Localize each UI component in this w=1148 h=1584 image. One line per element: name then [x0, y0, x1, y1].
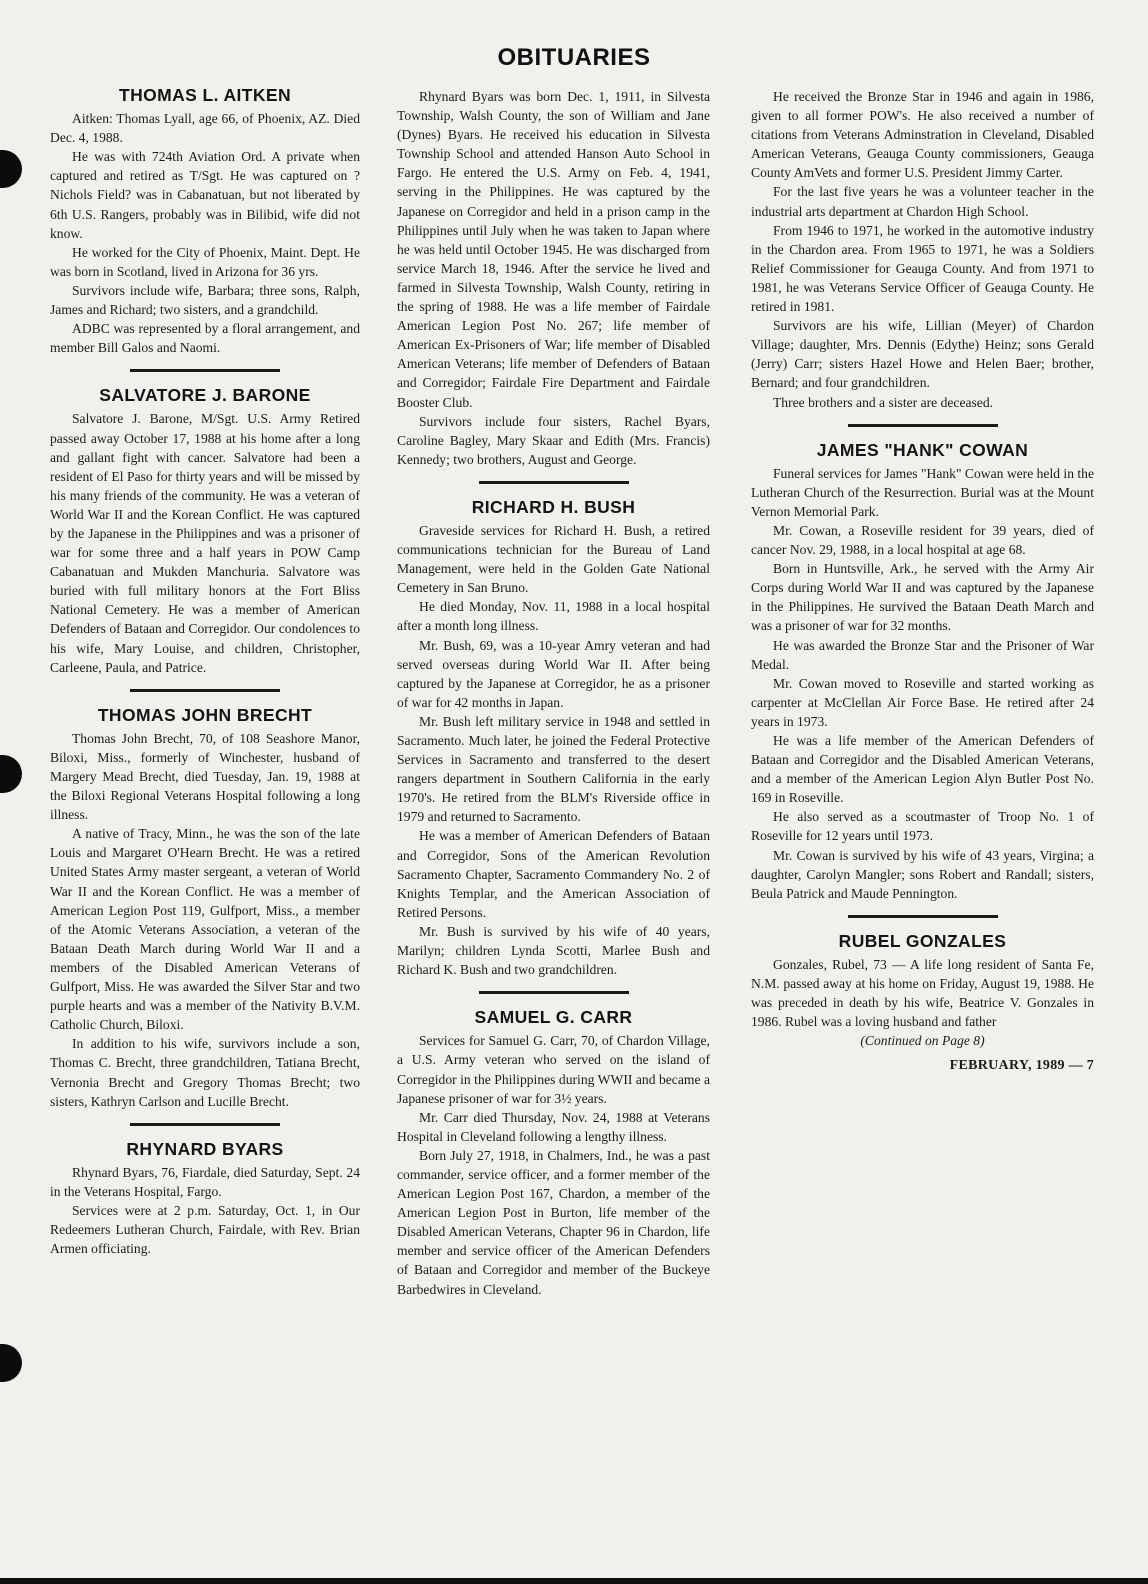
section-divider	[130, 369, 280, 372]
obituary-paragraph: He died Monday, Nov. 11, 1988 in a local hospital after a month long illness.	[397, 599, 710, 634]
obituary-heading: JAMES "HANK" COWAN	[816, 439, 1029, 460]
obituary-paragraph: Three brothers and a sister are deceased.	[773, 394, 994, 410]
obituary-paragraph: Born July 27, 1918, in Chalmers, Ind., he was a past commander, service officer, and a former member of the American Legion Post 167, Chardon, a member of the American Legion Post in Burton, life member of the Disabled American Veterans, Chapter 96 in Chardon, life member and service officer of the American Defenders of Bataan and Corregidor and member of the Buckeye Barbedwires in Cleveland.	[397, 1147, 710, 1297]
obituary-paragraph: Mr. Bush is survived by his wife of 40 years, Marilyn; children Lynda Scotti, Marlee Bush and Richard K. Bush and two grandchildren.	[397, 923, 710, 978]
obituary-heading: RHYNARD BYARS	[126, 1138, 284, 1159]
obituary-paragraph: Mr. Carr died Thursday, Nov. 24, 1988 at Veterans Hospital in Cleveland following a lengthy illness.	[397, 1109, 710, 1144]
page-title: OBITUARIES	[497, 44, 651, 71]
obituary-paragraph: He was a member of American Defenders of Bataan and Corregidor, Sons of the American Revolution Sacramento Chapter, Sacramento Commandery No. 2 of Knights Templar, and the American Association of Retired Persons.	[397, 828, 710, 920]
section-divider	[848, 915, 998, 918]
section-divider	[848, 424, 998, 427]
obituary-paragraph: In addition to his wife, survivors include a son, Thomas C. Brecht, three grandchildren, Tatiana Brecht, Vernonia Brecht and Gregory Thomas Brecht; two sisters, Kathryn Carlson and Lucille Brecht.	[50, 1036, 360, 1109]
section-divider	[130, 689, 280, 692]
obituary-paragraph: He was awarded the Bronze Star and the Prisoner of War Medal.	[751, 637, 1094, 672]
column-2	[397, 87, 710, 1299]
obituary-paragraph: He received the Bronze Star in 1946 and again in 1986, given to all former POW's. He also received a number of citations from Veterans Adminstration in Cleveland, Disabled American Veterans, Geauga County commissioners, Geauga County AmVets and former U.S. President Jimmy Carter.	[751, 89, 1094, 181]
obituary-paragraph: ADBC was represented by a floral arrangement, and member Bill Galos and Naomi.	[50, 321, 360, 356]
binder-hole	[0, 755, 22, 793]
obituary-paragraph: For the last five years he was a volunteer teacher in the industrial arts department at Chardon High School.	[751, 184, 1094, 219]
column-3	[751, 87, 1094, 1076]
obituary-paragraph: He was a life member of the American Defenders of Bataan and Corregidor and the Disabled American Veterans, and a member of the American Legion Alyn Butler Post No. 169 in Roseville.	[751, 733, 1094, 806]
obituary-paragraph: Survivors are his wife, Lillian (Meyer) of Chardon Village; daughter, Mrs. Dennis (Edythe) Heinz; sons Gerald (Jerry) Carr; sisters Hazel Howe and Helen Baer; brother, Bernard; and four grandchildren.	[751, 318, 1094, 391]
continued-note: (Continued on Page 8)	[860, 1033, 985, 1049]
obituary-paragraph: He also served as a scoutmaster of Troop No. 1 of Roseville for 12 years until 1973.	[751, 809, 1094, 844]
obituary-paragraph: From 1946 to 1971, he worked in the automotive industry in the Chardon area. From 1965 to 1971, he was a Soldiers Relief Commissioner for Geauga County. And from 1971 to 1981, he was Veterans Service Officer of Geauga County. He retired in 1981.	[751, 222, 1094, 315]
obituary-paragraph: Survivors include wife, Barbara; three sons, Ralph, James and Richard; two sisters, and a grandchild.	[50, 282, 360, 318]
obituary-paragraph: Thomas John Brecht, 70, of 108 Seashore Manor, Biloxi, Miss., formerly of Winchester, husband of Margery Mead Brecht, died Tuesday, Jan. 19, 1988 at the Biloxi Regional Veterans Hospital following a long illness.	[50, 730, 360, 823]
obituary-paragraph: Mr. Bush, 69, was a 10-year Amry veteran and had served overseas during World War II. After being captured by the Japanese at Corregidor, he as a prisoner of war for 42 months in Japan.	[397, 637, 710, 710]
obituary-heading: THOMAS JOHN BRECHT	[97, 704, 313, 725]
obituary-paragraph: He was with 724th Aviation Ord. A private when captured and retired as T/Sgt. He was captured on ?Nichols Field? was in Cabanatuan, but not liberated by 6th U.S. Rangers, probably was in Bilibid, wife did not know.	[50, 149, 360, 241]
obituary-paragraph: Gonzales, Rubel, 73 — A life long resident of Santa Fe, N.M. passed away at his home on Friday, August 19, 1988. He was preceded in death by his wife, Beatrice V. Gonzales in 1986. Rubel was a loving husband and father	[751, 956, 1094, 1030]
page-footer: FEBRUARY, 1989 — 7	[949, 1058, 1094, 1074]
obituary-carr	[397, 1008, 710, 1298]
binder-hole	[0, 1344, 22, 1382]
section-divider	[130, 1123, 280, 1126]
obituary-heading: SAMUEL G. CARR	[474, 1007, 633, 1028]
obituary-byars	[50, 1140, 360, 1259]
obituary-paragraph: Aitken: Thomas Lyall, age 66, of Phoenix, AZ. Died Dec. 4, 1988.	[50, 111, 360, 146]
obituary-heading: SALVATORE J. BARONE	[99, 385, 311, 406]
obituary-paragraph: Mr. Cowan moved to Roseville and started working as carpenter at McClellan Air Force Base. He retired after 24 years in 1973.	[751, 675, 1094, 729]
obituary-brecht	[50, 706, 360, 1111]
obituary-paragraph: Salvatore J. Barone, M/Sgt. U.S. Army Retired passed away October 17, 1988 at his home after a long and gallant fight with cancer. Salvatore had been a resident of El Paso for thirty years and will be missed by his many friends of the community. He was a veteran of World War II and the Korean Conflict. He was captured by the Japanese in the Philippines and was a prisoner of war for some three and a half years in POW Camp Cabanatuan and Mukden Manchuria. Salvatore was buried with full military honors at the Fort Bliss National Cemetery. He was a member of American Defenders of Bataan and Corregidor. Our condolences to his wife, Mary Louise, and children, Christopher, Carleene, Paula, and Patrice.	[50, 411, 360, 675]
bottom-rule	[0, 1578, 1148, 1584]
column-1	[50, 86, 360, 1258]
obituary-paragraph: Graveside services for Richard H. Bush, a retired communications technician for the Bureau of Land Management, were held in the Golden Gate National Cemetery in San Bruno.	[397, 522, 710, 596]
obituary-paragraph: Services were at 2 p.m. Saturday, Oct. 1, in Our Redeemers Lutheran Church, Fairdale, with Rev. Brian Armen officiating.	[50, 1202, 360, 1257]
obituary-heading: RUBEL GONZALES	[838, 930, 1007, 951]
obituary-paragraph: A native of Tracy, Minn., he was the son of the late Louis and Margaret O'Hearn Brecht. He was a retired United States Army master sergeant, a veteran of World War II and the Korean Conflict. He was a member of American Legion Post 119, Gulfport, Miss., a member of the Atomic Veterans Association, a veteran of the Bataan Death March during World War II and a members of the Disabled American Veterans of Gulfport, Miss. He was awarded the Silver Star and two purple hearts and was a member of the Nativity B.V.M. Catholic Church, Biloxi.	[50, 826, 360, 1033]
obituary-carr-continued	[751, 87, 1094, 412]
obituary-byars-continued	[397, 87, 710, 469]
obituary-paragraph: Rhynard Byars, 76, Fiardale, died Saturday, Sept. 24 in the Veterans Hospital, Fargo.	[50, 1164, 360, 1199]
obituary-aitken	[50, 86, 360, 357]
obituary-bush	[397, 498, 710, 979]
obituary-paragraph: Mr. Bush left military service in 1948 and settled in Sacramento. Much later, he joined the Federal Protective Services in Sacramento and transferred to the desert rangers department in Southern California in the early 1970's. He retired from the BLM's Riverside office in 1979 and returned to Sacramento.	[397, 713, 710, 825]
obituary-gonzales	[751, 932, 1094, 1051]
obituary-heading: RICHARD H. BUSH	[471, 496, 636, 517]
obituary-paragraph: Mr. Cowan is survived by his wife of 43 years, Virgina; a daughter, Carolyn Mangler; sons Robert and Randall; sisters, Beula Patrick and Maude Pennington.	[751, 847, 1094, 901]
obituary-barone	[50, 386, 360, 676]
obituary-paragraph: Funeral services for James "Hank" Cowan were held in the Lutheran Church of the Resurrection. Burial was at the Mount Vernon Memorial Park.	[751, 465, 1095, 519]
obituary-paragraph: Survivors include four sisters, Rachel Byars, Caroline Bagley, Mary Skaar and Edith (Mrs. Francis) Kennedy; two brothers, August and George.	[397, 413, 710, 467]
obituary-paragraph: Services for Samuel G. Carr, 70, of Chardon Village, a U.S. Army veteran who served on the island of Corregidor in the Philippines during WWII and became a Japanese prisoner of war for 3½ years.	[397, 1033, 710, 1106]
section-divider	[479, 481, 629, 484]
binder-hole	[0, 150, 22, 188]
obituary-paragraph: Rhynard Byars was born Dec. 1, 1911, in Silvesta Township, Walsh County, the son of William and Jane (Dynes) Byars. He received his education in Silvesta Township School and attended Hanson Auto School in Fargo. He entered the U.S. Army on Feb. 4, 1941, serving in the Philippines. He was captured by the Japanese on Corregidor and held in a prison camp in the Philippines until July when he was taken to Japan where he was held until October 1945. He was discharged from service March 18, 1946. After the service he lived and farmed in Silvesta Township, Walsh County, retiring in the spring of 1988. He was a life member of Fairdale American Legion Post No. 267; life member of American Ex-Prisoners of War; life member of Disabled American Veterans; life member of Defenders of Bataan and Corregidor; Fairdale Fire Department and Fairdale Booster Club.	[397, 89, 710, 410]
section-divider	[479, 991, 629, 994]
obituary-paragraph: Born in Huntsville, Ark., he served with the Army Air Corps during World War II and was captured by the Japanese in the Philippines. He survived the Bataan Death March and was a prisoner of war for 32 months.	[751, 561, 1094, 634]
obituary-paragraph: He worked for the City of Phoenix, Maint. Dept. He was born in Scotland, lived in Arizona for 36 yrs.	[50, 244, 360, 279]
obituary-paragraph: Mr. Cowan, a Roseville resident for 39 years, died of cancer Nov. 29, 1988, in a local hospital at age 68.	[751, 522, 1094, 558]
obituary-cowan	[751, 441, 1094, 903]
obituary-heading: THOMAS L. AITKEN	[119, 85, 291, 105]
